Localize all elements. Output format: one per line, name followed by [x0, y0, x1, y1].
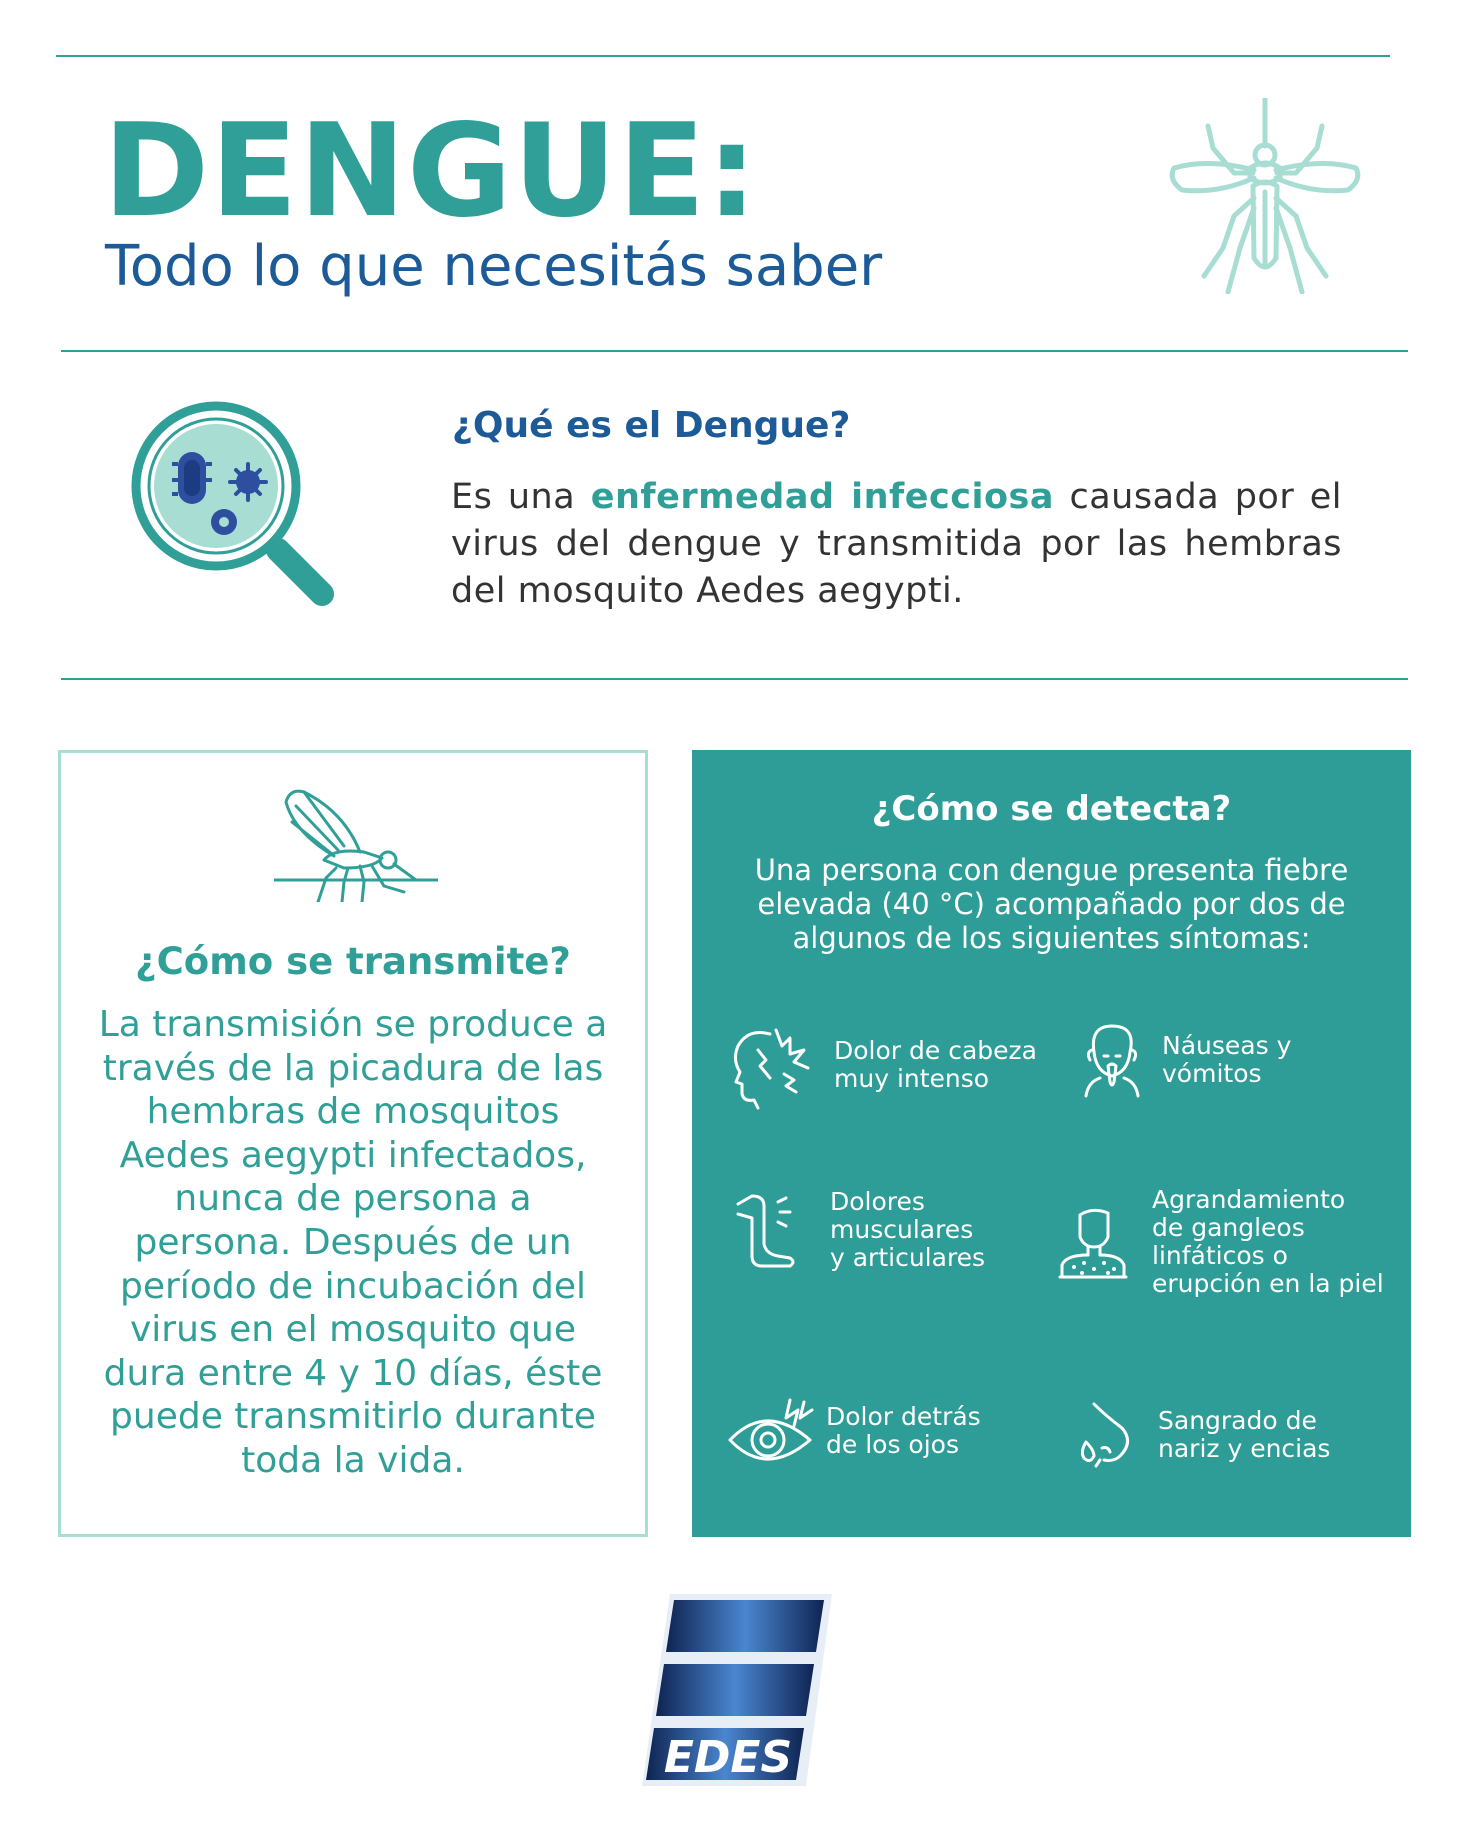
symptom-label: Dolor de cabeza muy intenso: [834, 1036, 1037, 1093]
magnifier-virus-icon: [130, 400, 344, 608]
mosquito-icon: [1168, 98, 1362, 294]
top-divider: [56, 55, 1390, 57]
detection-text: Una persona con dengue presenta fiebre elevada (40 °C) acompañado por dos de algunos de los siguientes síntomas:: [754, 853, 1349, 955]
eye-pain-icon: [726, 1396, 816, 1466]
symptom-eye-pain: [726, 1396, 981, 1466]
highlight-text: enfermedad infecciosa: [590, 477, 1054, 517]
rash-icon: [1058, 1205, 1128, 1279]
symptom-label: Agrandamiento de gangleos linfáticos o erupción en la piel: [1152, 1185, 1384, 1298]
page-subtitle: Todo lo que necesitás saber: [105, 234, 883, 299]
symptom-joint-pain: [734, 1188, 985, 1272]
section-divider: [61, 678, 1408, 680]
joint-pain-icon: [734, 1190, 802, 1270]
header-divider: [61, 350, 1408, 352]
symptom-nosebleed: [1074, 1400, 1330, 1470]
what-is-heading: ¿Qué es el Dengue?: [452, 405, 851, 446]
symptom-nausea: [1082, 1022, 1291, 1098]
symptom-label: Sangrado de nariz y encias: [1158, 1406, 1331, 1463]
mosquito-landing-icon: [274, 782, 438, 902]
what-is-text: Es una enfermedad infecciosa causada por el virus del dengue y transmitida por las hembras del mosquito Aedes aegypti.: [451, 477, 1343, 611]
headache-icon: [728, 1020, 812, 1110]
transmission-heading: ¿Cómo se transmite?: [135, 940, 571, 983]
logo-text: EDES: [663, 1732, 793, 1783]
transmission-text: La transmisión se produce a través de la picadura de las hembras de mosquitos Aedes aegypti infectados, nunca de persona a persona. Después de un período de incubación del virus en el mosquito que dura entre 4 y 10 días, éste puede transmitirlo durante toda la vida.: [98, 1004, 608, 1481]
page-title: DENGUE:: [103, 97, 759, 246]
nosebleed-icon: [1074, 1400, 1134, 1470]
symptom-headache: [728, 1020, 1037, 1110]
symptom-label: Náuseas y vómitos: [1162, 1031, 1292, 1088]
symptom-rash: [1058, 1186, 1384, 1298]
detection-heading: ¿Cómo se detecta?: [871, 789, 1232, 829]
edes-logo: [640, 1592, 836, 1788]
nausea-icon: [1082, 1022, 1142, 1098]
symptom-label: Dolores musculares y articulares: [830, 1187, 986, 1272]
symptom-label: Dolor detrás de los ojos: [826, 1402, 981, 1459]
